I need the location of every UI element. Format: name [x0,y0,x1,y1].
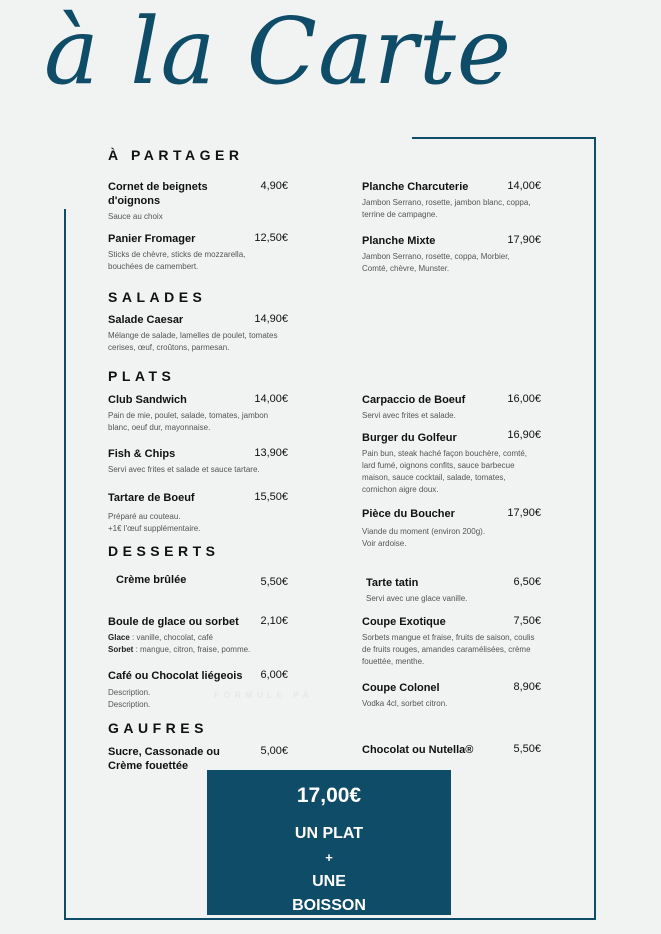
item-name: Boule de glace ou sorbet [108,616,239,628]
item-description: Sorbets mangue et fraise, fruits de saison, coulis de fruits rouges, amandes caramélisées, crème fouettée, menthe. [362,633,535,666]
item-description: +1€ l'œuf supplémentaire. [108,524,201,533]
item-name: Café ou Chocolat liégeois [108,670,243,682]
item-price: 2,10€ [260,615,288,627]
item-name: Cornet de beignets d'oignons [108,181,208,207]
item-price: 8,90€ [513,681,541,693]
section-title-desserts: DESSERTS [108,543,220,559]
menu-item-burger [362,429,541,496]
item-description: Servi avec frites et salade et sauce tartare. [108,465,260,474]
frame-border-bottom [64,918,596,920]
item-description: Jambon Serrano, rosette, jambon blanc, coppa, terrine de campagne. [362,198,531,219]
page-title: à la Carte [44,0,513,105]
item-price: 16,00€ [507,393,541,405]
section-title-plats: PLATS [108,368,176,384]
formula-line-boisson: BOISSON [292,897,366,914]
menu-item-carpaccio [362,393,541,422]
menu-item-mixte [362,234,541,275]
item-description: Voir ardoise. [362,539,407,548]
formula-box [207,770,451,915]
menu-item-club [108,393,288,434]
item-price: 16,90€ [507,429,541,441]
item-name: Club Sandwich [108,394,187,406]
item-description: Jambon Serrano, rosette, coppa, Morbier, Comté, chèvre, Munster. [362,252,510,273]
item-name: Tartare de Boeuf [108,492,195,504]
menu-item-fish [108,447,288,476]
item-description: Pain de mie, poulet, salade, tomates, jambon blanc, oeuf dur, mayonnaise. [108,411,269,432]
item-price: 5,50€ [513,743,541,755]
item-name: Planche Charcuterie [362,181,469,193]
item-name: Coupe Colonel [362,682,440,694]
item-price: 12,50€ [254,232,288,244]
menu-item-tartare [108,491,288,535]
item-name: Tarte tatin [366,577,419,589]
item-price: 13,90€ [254,447,288,459]
item-price: 5,00€ [260,745,288,757]
item-description: : mangue, citron, fraise, pomme. [133,645,251,654]
item-name: Chocolat ou Nutella® [362,744,474,756]
item-price: 15,50€ [254,491,288,503]
item-description: Servi avec frites et salade. [362,411,456,420]
item-name: Fish & Chips [108,448,176,460]
menu-item-coupe-colonel [362,681,541,710]
formula-plus: + [325,850,333,865]
item-description: Vodka 4cl, sorbet citron. [362,699,448,708]
item-name: Crème brûlée [116,574,187,586]
item-price: 14,90€ [254,313,288,325]
item-price: 4,90€ [260,180,288,192]
item-name: Carpaccio de Boeuf [362,394,466,406]
section-title-gaufres: GAUFRES [108,720,208,736]
menu-item-tarte-tatin [366,576,541,605]
item-name: Pièce du Boucher [362,508,455,520]
item-description: Servi avec une glace vanille. [366,594,468,603]
item-name: Salade Caesar [108,314,184,326]
item-description: Description. [108,688,151,697]
item-description-label: Sorbet [108,645,134,654]
item-description: Mélange de salade, lamelles de poulet, tomates cerises, œuf, croûtons, parmesan. [108,331,278,352]
item-name: Sucre, Cassonade ou Crème fouettée [108,746,220,772]
formula-line-plat: UN PLAT [294,825,364,842]
item-price: 17,90€ [507,507,541,519]
item-price: 6,50€ [513,576,541,588]
item-price: 5,50€ [260,576,288,588]
item-description-label: Glace [108,633,130,642]
menu-item-cornet [108,180,288,223]
frame-border-left [64,209,66,920]
item-description: Description. [108,700,151,709]
ghost-text: FORMULE PA [214,690,313,700]
frame-border-top [412,137,595,139]
menu-item-coupe-exotique [362,615,541,668]
item-price: 14,00€ [254,393,288,405]
item-name: Burger du Golfeur [362,432,457,444]
item-price: 6,00€ [260,669,288,681]
item-name: Coupe Exotique [362,616,446,628]
menu-item-caesar [108,313,288,354]
item-price: 7,50€ [513,615,541,627]
item-description: Sticks de chèvre, sticks de mozzarella, bouchées de camembert. [108,250,246,271]
item-description: : vanille, chocolat, café [129,633,213,642]
section-title-partager: À PARTAGER [108,147,244,163]
menu-item-boucher [362,507,541,550]
item-name: Planche Mixte [362,235,436,247]
menu-item-boule [108,615,288,656]
menu-item-panier [108,232,288,273]
menu-item-creme-brulee [116,573,288,587]
formula-line-une: UNE [312,873,346,890]
item-price: 14,00€ [507,180,541,192]
menu-item-gaufre-nutella [362,743,541,757]
menu-item-gaufre-sucre [108,745,288,773]
item-description: Viande du moment (environ 200g). [362,527,486,536]
formula-price: 17,00€ [296,784,362,807]
item-price: 17,90€ [507,234,541,246]
item-description: Préparé au couteau. [108,512,181,521]
item-description: Pain bun, steak haché façon bouchère, comté, lard fumé, oignons confits, sauce barbecue maison, sauce cocktail, salade, tomates, cornichon aigre doux. [362,449,527,494]
item-description: Sauce au choix [108,212,163,221]
section-title-salades: SALADES [108,289,207,305]
menu-item-charcuterie [362,180,541,221]
item-name: Panier Fromager [108,233,196,245]
frame-border-right [594,137,596,920]
